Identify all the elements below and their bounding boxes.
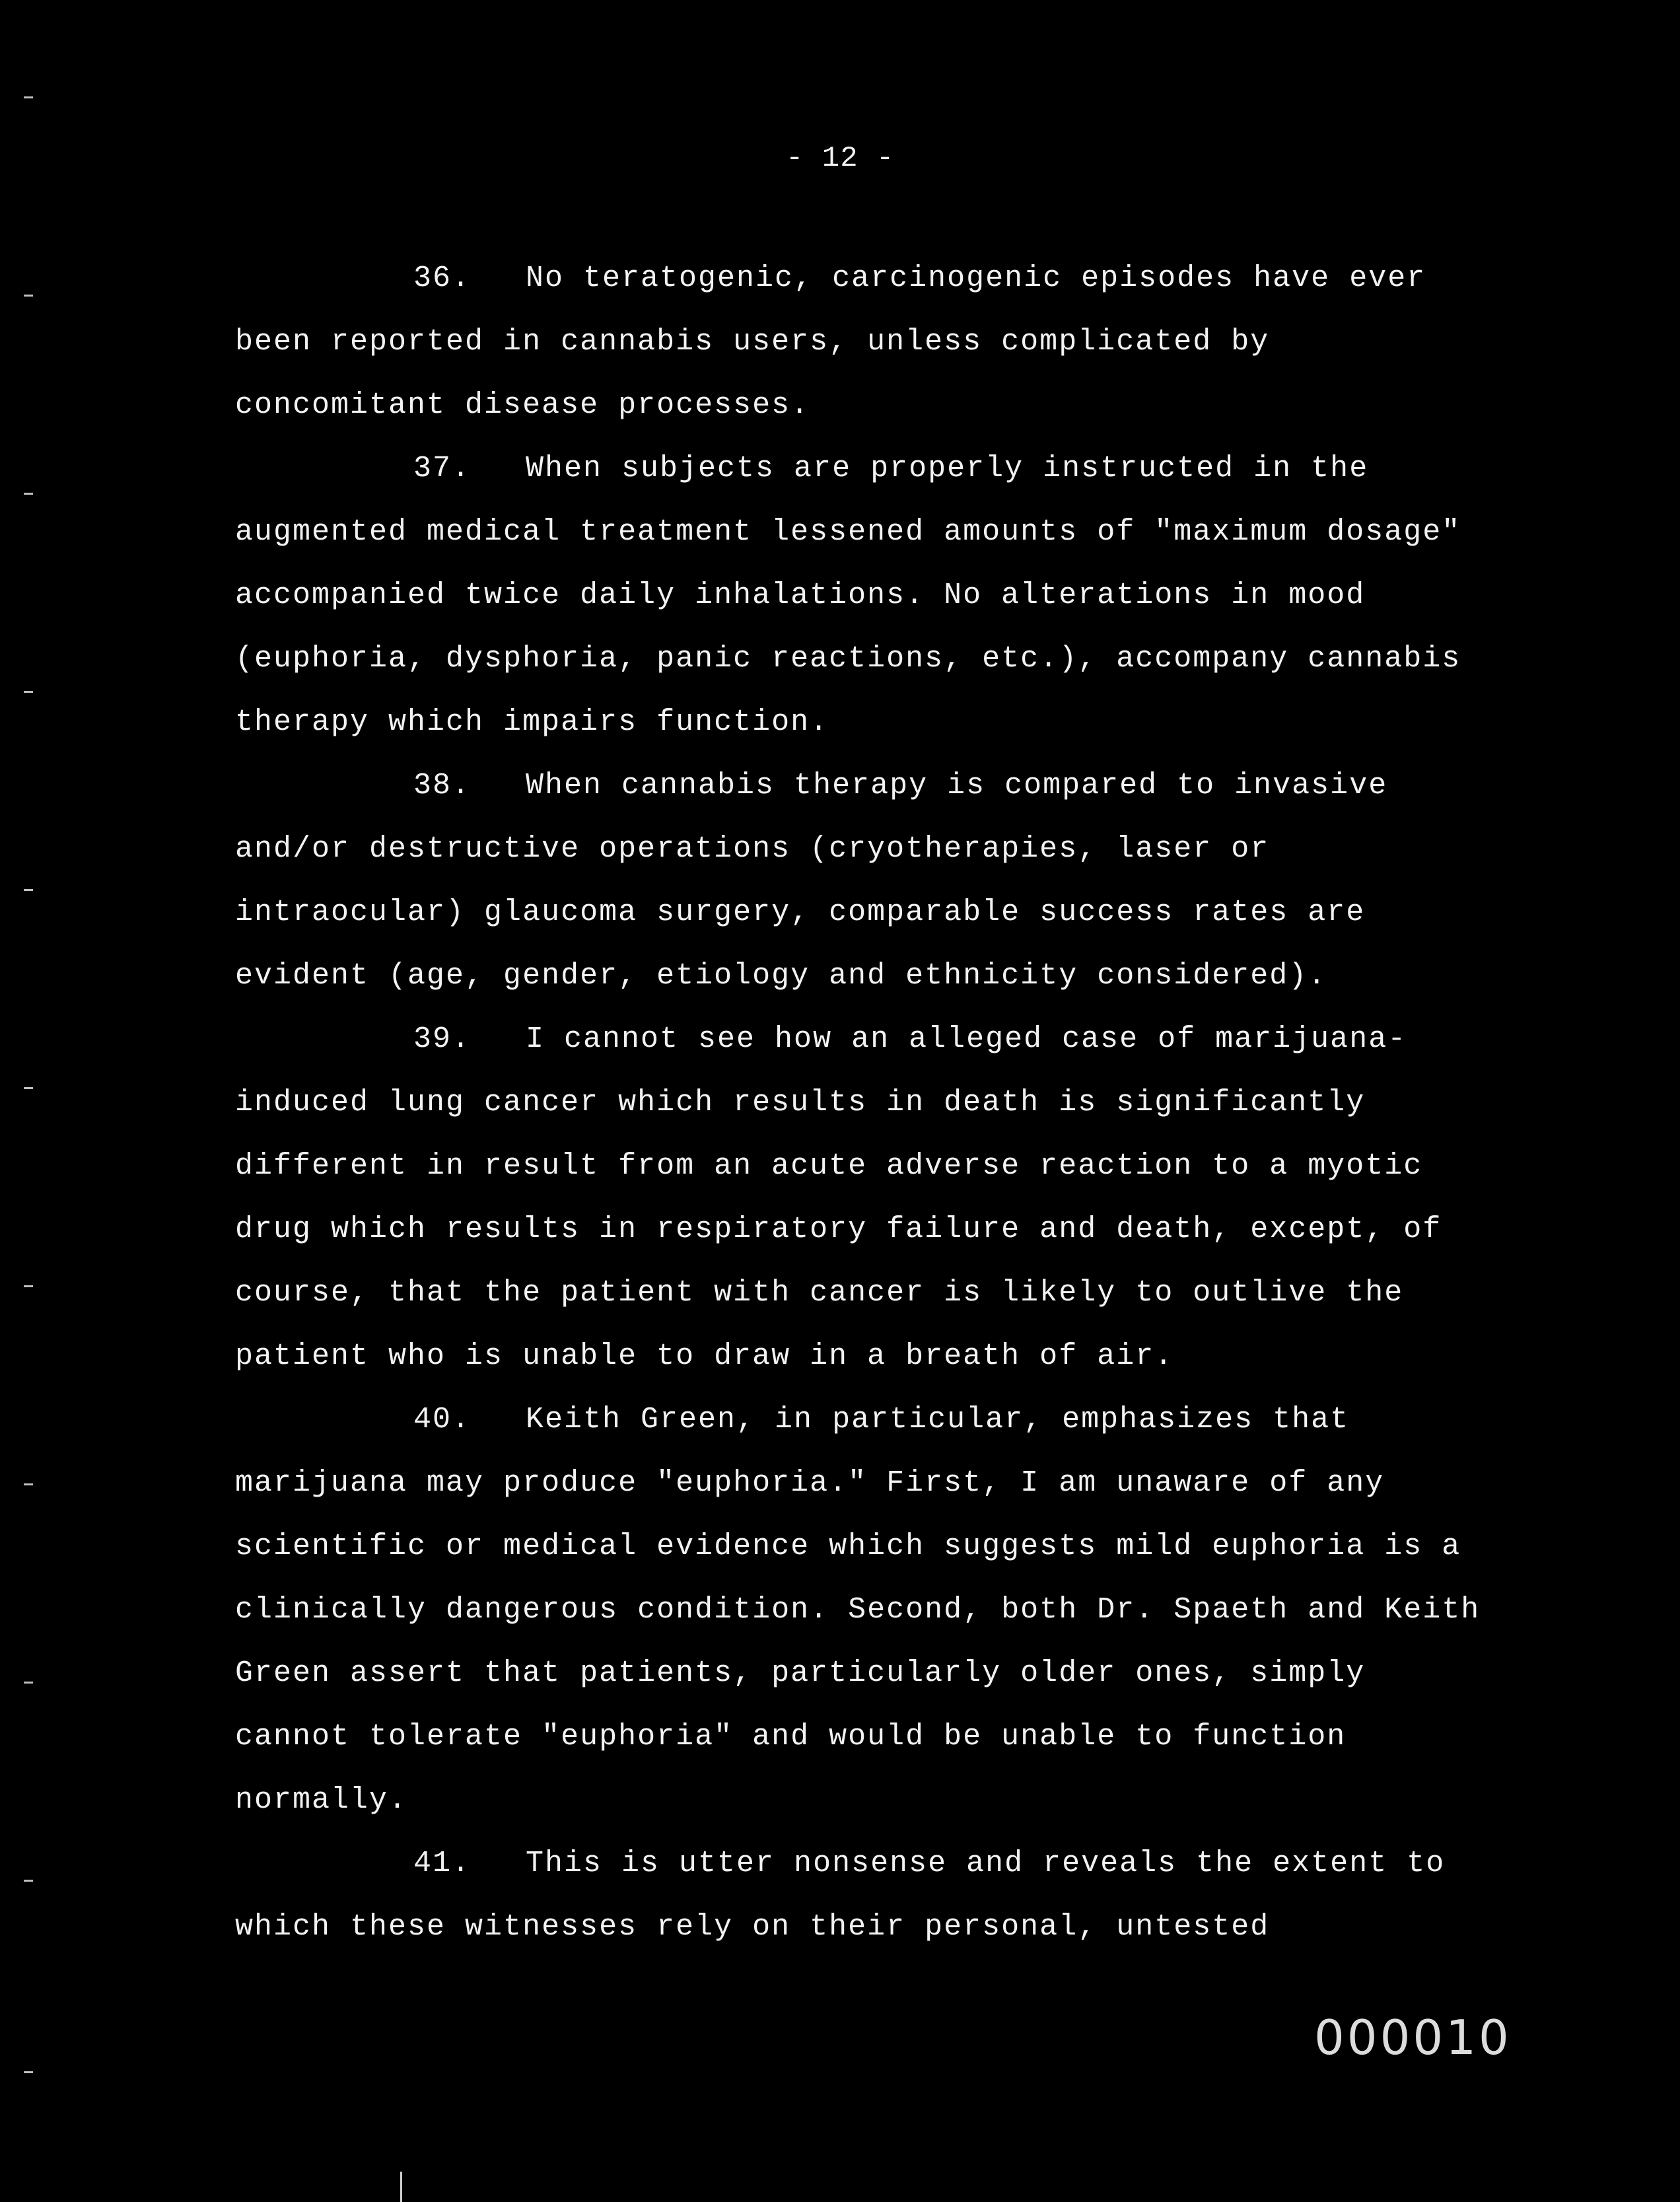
paragraph-number: 39. xyxy=(413,1022,472,1056)
paragraph-number: 40. xyxy=(413,1403,472,1437)
paragraph-40 xyxy=(235,1388,1490,1832)
bottom-edge-mark xyxy=(400,2172,402,2202)
paragraph-number: 41. xyxy=(413,1847,472,1880)
margin-tick xyxy=(24,295,33,297)
paragraph-number: 37. xyxy=(413,452,472,485)
page-number: - 12 - xyxy=(786,142,895,175)
bates-stamp: 000010 xyxy=(1314,2010,1512,2065)
paragraph-text: Keith Green, in particular, emphasizes that marijuana may produce "euphoria." First, I am unaware of any scientific or medical evidence which suggests mild euphoria is a clinically dangerous condition. Second, both Dr. Spaeth and Keith Green assert that patients, particularly older ones, simply cannot tolerate "euphoria" and would be unable to function normally. xyxy=(235,1403,1481,1817)
margin-tick xyxy=(24,691,33,693)
margin-tick xyxy=(24,1880,33,1882)
margin-tick xyxy=(24,2071,33,2073)
margin-tick xyxy=(24,1285,33,1287)
margin-tick xyxy=(24,1483,33,1485)
paragraph-39 xyxy=(235,1008,1490,1388)
paragraph-text: This is utter nonsense and reveals the extent to which these witnesses rely on their personal, untested xyxy=(235,1847,1446,1944)
paragraph-number: 36. xyxy=(413,262,472,295)
margin-tick xyxy=(24,493,33,495)
margin-tick xyxy=(24,889,33,891)
paragraph-36 xyxy=(235,247,1490,437)
margin-tick xyxy=(24,1087,33,1089)
margin-tick xyxy=(24,96,33,98)
paragraph-38 xyxy=(235,754,1490,1008)
margin-tick xyxy=(24,1682,33,1684)
paragraph-text: I cannot see how an alleged case of marijuana-induced lung cancer which results in death is significantly different in result from an acute adverse reaction to a myotic drug which results in respiratory failure and death, except, of course, that the patient with cancer is likely to outlive the patient who is unable to draw in a breath of air. xyxy=(235,1022,1442,1373)
paragraph-text: When subjects are properly instructed in the augmented medical treatment lessened amounts of "maximum dosage" accompanied twice daily inhalations. No alterations in mood (euphoria, dysphoria, panic reactions, etc.), accompany cannabis therapy which impairs function. xyxy=(235,452,1461,739)
document-body xyxy=(235,247,1490,1959)
paragraph-number: 38. xyxy=(413,769,472,802)
paragraph-41 xyxy=(235,1832,1490,1959)
paragraph-text: When cannabis therapy is compared to invasive and/or destructive operations (cryotherapies, laser or intraocular) glaucoma surgery, comparable success rates are evident (age, gender, etiology and ethnicity considered). xyxy=(235,769,1388,993)
paragraph-37 xyxy=(235,437,1490,754)
paragraph-text: No teratogenic, carcinogenic episodes have ever been reported in cannabis users, unless complicated by concomitant disease processes. xyxy=(235,262,1426,422)
